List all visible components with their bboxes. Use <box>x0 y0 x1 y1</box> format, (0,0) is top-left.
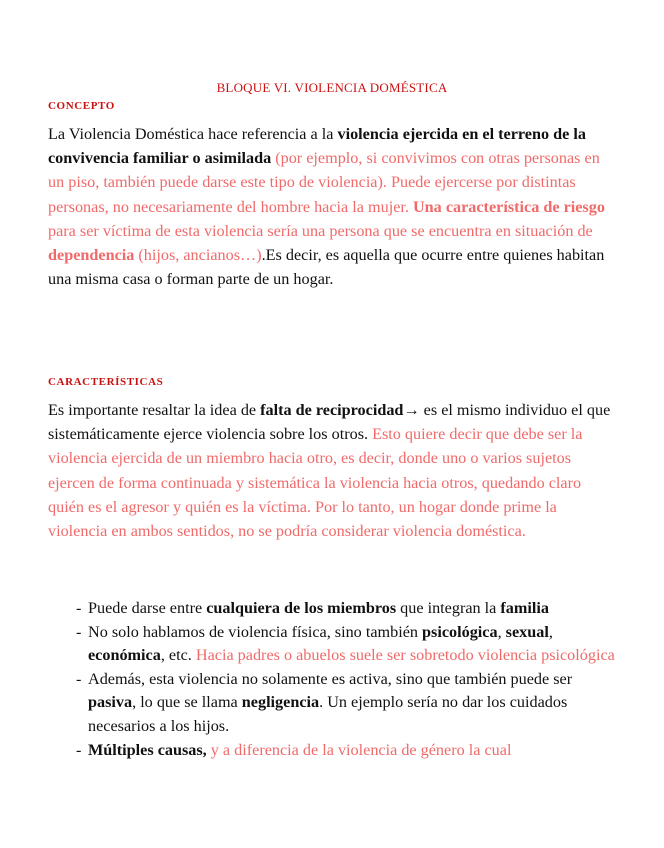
highlight-text: Hacia padres o abuelos suele ser sobretodo violencia psicológica <box>195 646 615 665</box>
paragraph-caracteristicas <box>48 398 618 543</box>
characteristics-list <box>48 597 618 762</box>
bold-phrase: Múltiples causas, <box>88 740 207 759</box>
text-run: .Es decir, es aquella que ocurre entre quienes habitan una misma casa o forman parte de un hogar. <box>48 246 605 289</box>
bold-phrase: familia <box>500 599 549 617</box>
heading-concepto: CONCEPTO <box>48 100 115 112</box>
bold-phrase: negligencia <box>241 693 320 712</box>
highlight-text: (por ejemplo, si convivimos con otras personas en un piso, también puede darse este tipo de violencia). Puede ejercerse por distintas personas, no necesariamente del hombre hacia la mujer. <box>48 149 600 216</box>
text-run: , <box>497 622 506 641</box>
text-run: , etc. <box>160 646 196 665</box>
bold-phrase: cualquiera de los miembros <box>206 599 397 617</box>
list-item <box>48 668 618 739</box>
text-run: Es importante resaltar la idea de <box>48 401 261 419</box>
highlight-text: y a diferencia de la violencia de género la cual <box>206 740 512 759</box>
text-run: La Violencia Doméstica hace referencia a la <box>48 125 338 143</box>
highlight-text: (hijos, ancianos…) <box>134 246 262 265</box>
text-run: , <box>548 622 553 641</box>
list-dash: - <box>76 740 82 759</box>
highlight-text: Esto quiere decir que debe ser la violencia ejercida de un miembro hacia otro, es decir, donde uno o varios sujetos ejercen de forma continuada y sistemática la violencia hacia otros, quedando claro quién es el agresor y quién es la víctima. Por lo tanto, un hogar donde prime la violencia en ambos sentidos, no se podría considerar violencia doméstica. <box>48 425 583 541</box>
list-dash: - <box>76 669 82 688</box>
text-run: No solo hablamos de violencia física, sino también <box>88 622 423 641</box>
list-item <box>48 621 618 668</box>
list-dash: - <box>76 599 82 617</box>
list-item <box>48 597 618 621</box>
paragraph-concepto <box>48 122 618 291</box>
text-run: , lo que se llama <box>132 693 242 712</box>
list-dash: - <box>76 622 82 641</box>
text-run: Además, esta violencia no solamente es activa, sino que también puede ser <box>88 669 573 688</box>
highlight-text: para ser víctima de esta violencia sería una persona que se encuentra en situación de <box>48 221 593 240</box>
bold-phrase: violencia ejercida en el terreno de la convivencia familiar o asimilada <box>48 125 586 168</box>
text-run: → es el mismo individuo el que sistemáticamente ejerce violencia sobre los otros. <box>48 401 611 444</box>
bold-highlight-phrase: dependencia <box>48 246 135 265</box>
bold-phrase: psicológica <box>422 622 498 641</box>
bold-highlight-phrase: Una característica de riesgo <box>412 197 605 216</box>
text-run: . Un ejemplo sería no dar los cuidados necesarios a los hijos. <box>88 693 568 735</box>
bold-phrase: falta de reciprocidad <box>260 401 404 419</box>
bold-phrase: sexual <box>505 622 549 641</box>
heading-caracteristicas: CARACTERÍSTICAS <box>48 376 164 388</box>
list-item <box>48 739 618 763</box>
text-run: Puede darse entre <box>88 599 207 617</box>
bold-phrase: económica <box>88 646 161 665</box>
document-title: BLOQUE VI. VIOLENCIA DOMÉSTICA <box>216 80 448 95</box>
bold-phrase: pasiva <box>88 693 133 712</box>
text-run: que integran la <box>396 599 501 617</box>
